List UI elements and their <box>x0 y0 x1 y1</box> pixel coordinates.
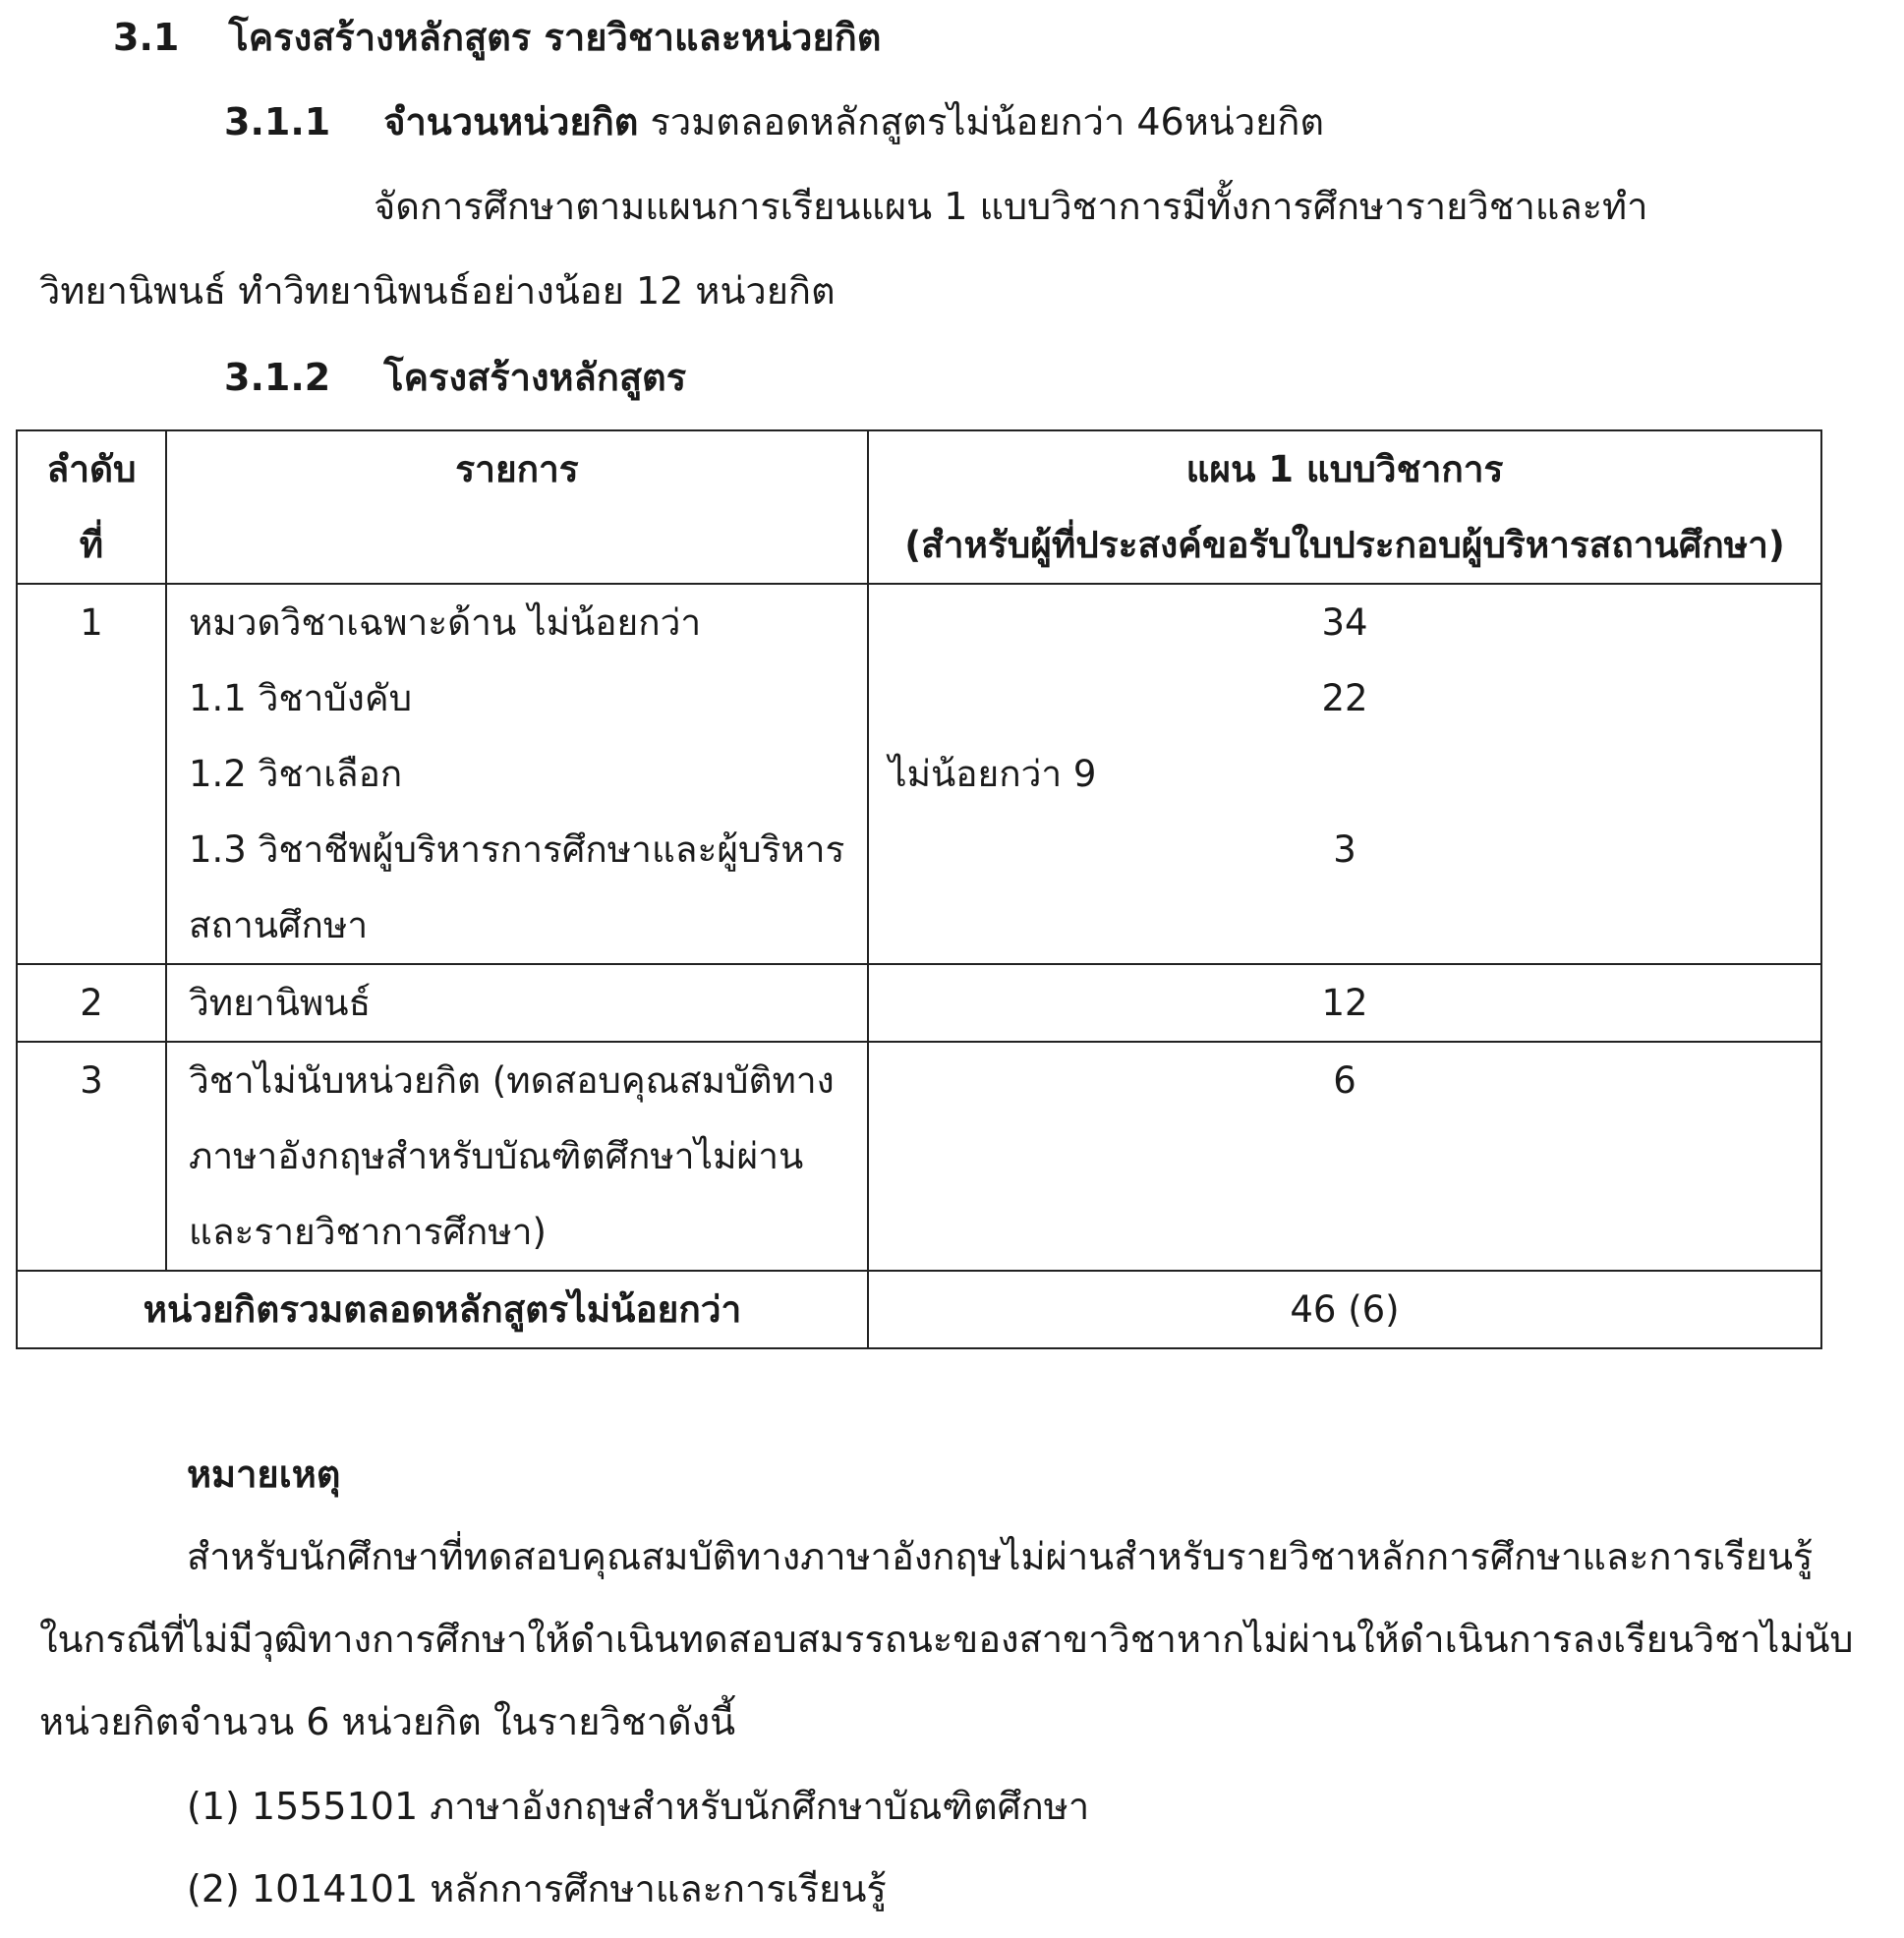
total-value: 46 (6) <box>868 1271 1821 1348</box>
section-heading-3-1 <box>113 14 881 61</box>
subsection-number: 3.1.2 <box>224 356 331 399</box>
section-heading-3-1-1 <box>224 98 1324 145</box>
note-line-1: สำหรับนักศึกษาที่ทดสอบคุณสมบัติทางภาษาอังกฤษไม่ผ่านสำหรับรายวิชาหลักการศึกษาและการเรียนรู้ <box>187 1535 1814 1578</box>
note-line-3: หน่วยกิตจำนวน 6 หน่วยกิต ในรายวิชาดังนี้ <box>39 1700 736 1743</box>
header-order: ลำดับ ที่ <box>17 430 166 584</box>
table-header-row <box>17 430 1821 584</box>
table-row <box>17 584 1821 964</box>
subsection-title: จำนวนหน่วยกิต <box>383 100 639 143</box>
elective-note: ไม่น้อยกว่า 9 <box>889 753 1097 795</box>
table-row <box>17 1042 1821 1271</box>
row-items: หมวดวิชาเฉพาะด้าน ไม่น้อยกว่า 1.1 วิชาบังคับ 1.2 วิชาเลือก 1.3 วิชาชีพผู้บริหารการศึกษาและผู้บริหาร สถานศึกษา <box>166 584 868 964</box>
table-row <box>17 964 1821 1042</box>
course-item-2: (2) 1014101 หลักการศึกษาและการเรียนรู้ <box>187 1867 887 1910</box>
table-total-row <box>17 1271 1821 1348</box>
row-items: วิทยานิพนธ์ <box>166 964 868 1042</box>
row-values: 34 22 ไม่น้อยกว่า 9 3 <box>868 584 1821 964</box>
row-order: 3 <box>17 1042 166 1271</box>
row-order: 1 <box>17 584 166 964</box>
section-heading-3-1-2 <box>224 354 686 401</box>
plan-paragraph-line-1: จัดการศึกษาตามแผนการเรียนแผน 1 แบบวิชาการมีทั้งการศึกษารายวิชาและทำ <box>374 185 1648 228</box>
total-label: หน่วยกิตรวมตลอดหลักสูตรไม่น้อยกว่า <box>17 1271 868 1348</box>
plan-paragraph-line-2: วิทยานิพนธ์ ทำวิทยานิพนธ์อย่างน้อย 12 หน่วยกิต <box>39 269 836 313</box>
section-title: โครงสร้างหลักสูตร รายวิชาและหน่วยกิต <box>228 16 882 59</box>
course-item-1: (1) 1555101 ภาษาอังกฤษสำหรับนักศึกษาบัณฑิตศึกษา <box>187 1785 1090 1828</box>
header-item: รายการ <box>166 430 868 584</box>
row-items: วิชาไม่นับหน่วยกิต (ทดสอบคุณสมบัติทาง ภาษาอังกฤษสำหรับบัณฑิตศึกษาไม่ผ่าน และรายวิชาการศึกษา) <box>166 1042 868 1271</box>
section-number: 3.1 <box>113 16 180 59</box>
subsection-number: 3.1.1 <box>224 100 331 143</box>
curriculum-structure-table <box>16 429 1822 1349</box>
note-title: หมายเหตุ <box>187 1453 341 1496</box>
header-plan: แผน 1 แบบวิชาการ (สำหรับผู้ที่ประสงค์ขอรับใบประกอบผู้บริหารสถานศึกษา) <box>868 430 1821 584</box>
row-values: 12 <box>868 964 1821 1042</box>
subsection-text: รวมตลอดหลักสูตรไม่น้อยกว่า 46หน่วยกิต <box>638 100 1325 143</box>
subsection-title: โครงสร้างหลักสูตร <box>383 356 687 399</box>
note-line-2: ในกรณีที่ไม่มีวุฒิทางการศึกษาให้ดำเนินทดสอบสมรรถนะของสาขาวิชาหากไม่ผ่านให้ดำเนินการลงเรียนวิชาไม่นับ <box>39 1618 1854 1661</box>
row-order: 2 <box>17 964 166 1042</box>
row-values: 6 <box>868 1042 1821 1271</box>
